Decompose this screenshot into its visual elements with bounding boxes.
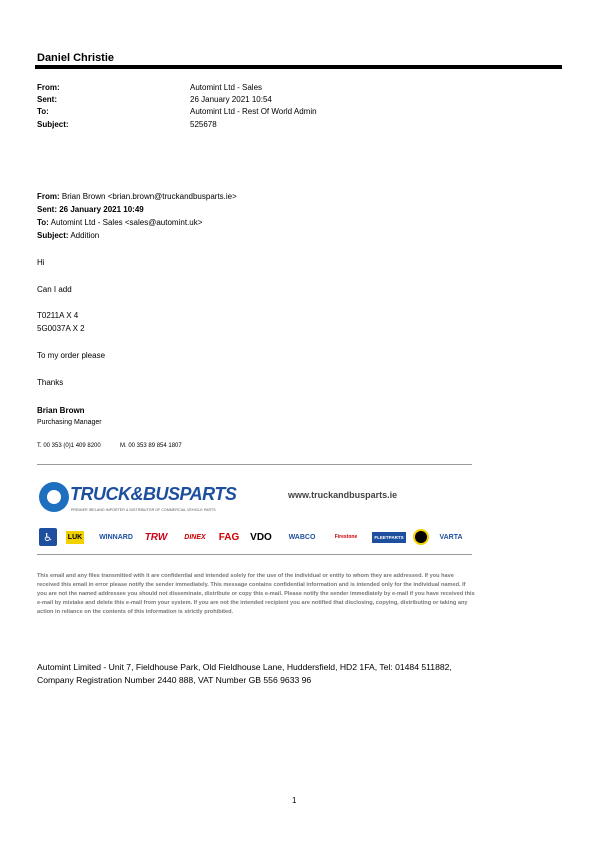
logo-tagline: PREMIER IRELAND IMPORTER & DISTRIBUTOR OF COMMERCIAL VEHICLE PARTS — [71, 508, 216, 512]
footer-address: Automint Limited - Unit 7, Fieldhouse Park, Old Fieldhouse Lane, Huddersfield, HD2 1FA, Tel: 01484 511882, — [37, 662, 452, 672]
forwarded-to — [37, 217, 557, 228]
footer-registration: Company Registration Number 2440 888, VAT Number GB 556 9633 96 — [37, 675, 312, 685]
header-from-label: From: — [37, 83, 60, 92]
signature-bottom-rule — [37, 554, 472, 555]
brand-logo-wabco: WABCO — [288, 533, 316, 541]
forwarded-sent-label: Sent: — [37, 205, 57, 214]
signature-phone: T. 00 353 (0)1 409 8200 — [37, 443, 101, 449]
company-banner[interactable] — [37, 474, 472, 554]
body-line-1: Can I add — [37, 285, 72, 294]
header-sent-row — [37, 95, 557, 107]
header-subject-label: Subject: — [37, 120, 69, 129]
body-line-2: To my order please — [37, 351, 106, 360]
brand-logo-varta: VARTA — [439, 533, 463, 541]
signature-title: Purchasing Manager — [37, 419, 102, 426]
body-thanks: Thanks — [37, 378, 64, 387]
company-footer — [37, 661, 557, 687]
body-item-2: 5G0037A X 2 — [37, 324, 85, 333]
brand-logo-fag: FAG — [218, 531, 240, 543]
forwarded-subject — [37, 230, 557, 241]
forwarded-from-value[interactable]: Brian Brown <brian.brown@truckandbusparts.ie> — [61, 192, 237, 201]
forwarded-sent — [37, 204, 557, 215]
header-from-value: Automint Ltd - Sales — [190, 83, 263, 92]
forwarded-to-value[interactable]: Automint Ltd - Sales <sales@automint.uk> — [50, 218, 203, 227]
page-number: 1 — [292, 796, 297, 805]
confidentiality-disclaimer: This email and any files transmitted with it are confidential and intended solely for the use of the individual or entity to whom they are addressed. If you have received this email in error please notify the sender immediately. This message contains confidential information and is intended only for the individual named. If you are not the named addressee you should not disseminate, distribute or copy this e-mail. Please notify the sender immediately by e-mail if you have received this e-mail by mistake and delete this e-mail from your system. If you are not the intended recipient you are notified that disclosing, copying, distributing or taking any action in reliance on the contents of this information is strictly prohibited. — [37, 573, 475, 615]
brand-logo-trw: TRW — [144, 531, 168, 543]
header-rule — [35, 65, 562, 69]
forwarded-subject-label: Subject: — [37, 231, 69, 240]
forwarded-from-label: From: — [37, 192, 60, 201]
sender-name: Daniel Christie — [37, 52, 115, 64]
wheelchair-icon: ♿ — [37, 526, 59, 548]
signature-name: Brian Brown — [37, 406, 85, 415]
truck-and-bus-parts-logo — [37, 478, 237, 518]
header-from-row — [37, 83, 557, 95]
body-greeting: Hi — [37, 258, 45, 267]
signature-mobile: M. 00 353 89 854 1807 — [120, 443, 182, 449]
brand-logo-firestone: Firestone — [334, 534, 358, 540]
body-item-1: T0211A X 4 — [37, 311, 79, 320]
brand-logos-strip — [37, 526, 472, 548]
forwarded-subject-value: Addition — [70, 231, 100, 240]
header-to-label: To: — [37, 107, 49, 116]
header-to-row — [37, 107, 557, 119]
hella-icon — [413, 526, 429, 548]
header-subject-value: 525678 — [190, 120, 217, 129]
header-sent-value: 26 January 2021 10:54 — [190, 95, 272, 104]
brand-logo-fleetparts: FLEETPARTS — [369, 526, 409, 548]
forwarded-to-label: To: — [37, 218, 49, 227]
header-to-value: Automint Ltd - Rest Of World Admin — [190, 107, 317, 116]
gear-icon — [39, 482, 69, 512]
brand-logo-dinex: DINEX — [184, 533, 206, 541]
forwarded-from — [37, 191, 557, 202]
website-link[interactable]: www.truckandbusparts.ie — [288, 490, 398, 500]
logo-text: TRUCK&BUSPARTS — [70, 484, 237, 504]
signature-top-rule — [37, 464, 472, 465]
brand-logo-vdo: VDO — [250, 531, 272, 543]
header-subject-row — [37, 120, 557, 132]
forwarded-sent-value: 26 January 2021 10:49 — [59, 205, 144, 214]
brand-logo-luk: LUK — [64, 526, 86, 548]
brand-logo-winnard: WINNARD — [99, 533, 133, 541]
header-sent-label: Sent: — [37, 95, 57, 104]
